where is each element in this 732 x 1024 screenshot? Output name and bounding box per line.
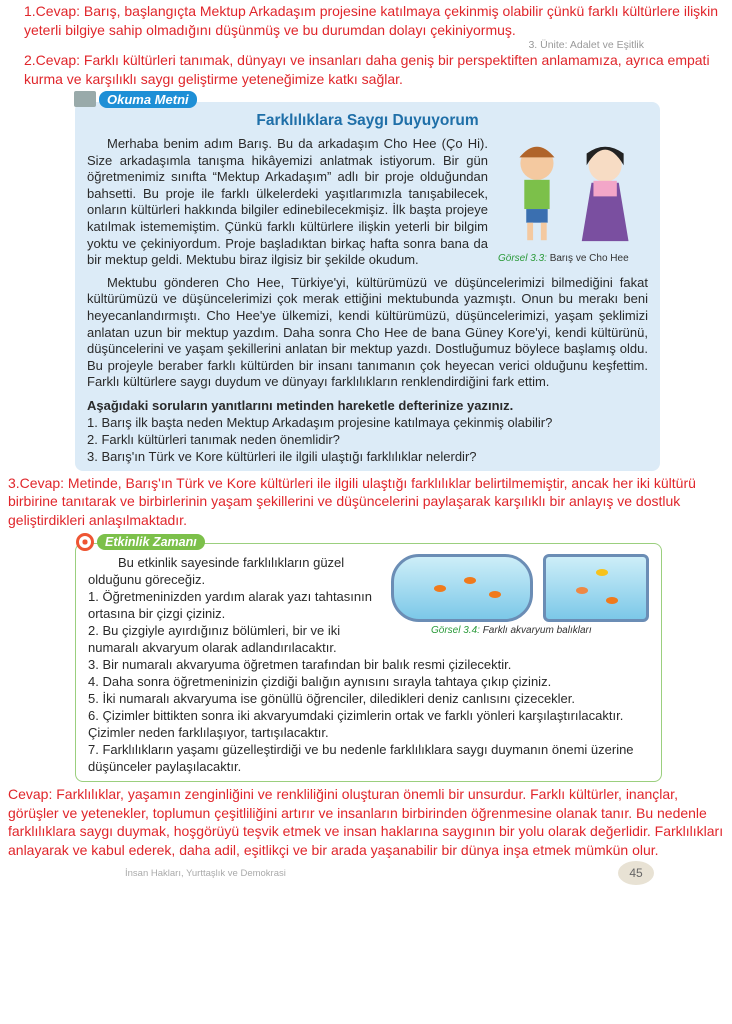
book-icon xyxy=(74,91,96,107)
caption-text: Barış ve Cho Hee xyxy=(549,253,629,264)
children-figure xyxy=(498,136,648,265)
activity-badge xyxy=(76,533,724,551)
reading-box xyxy=(75,102,660,471)
aquarium-1-image xyxy=(391,554,533,622)
caption-number: Görsel 3.3: xyxy=(498,253,547,264)
activity-intro: Bu etkinlik sayesinde farklılıkların güzel olduğunu göreceğiz. xyxy=(88,555,345,588)
paragraph-2: Mektubu gönderen Cho Hee, Türkiye'yi, kültürümüzü ve düşüncelerimizi bilmediğini fakat kültürümüzü ve düşüncelerimizi çok merak ettiğini mektubunda yazmıştı. Onun bu merakı beni heyecanlandırmıştı. Cho Hee'ye ülkemizi, kendi kültürümüzü, düşüncelerimizi, yaşam şeklimizi anlatan uzun bir mektup yazdım. Daha sonra Cho Hee de bana Güney Kore'yi, kendi kültürünü, düşüncelerini ve yaşam şekillerini anlatan bir mektup yazdı. Dostluğumuz böylece başlamış oldu. Bu projeyle beraber farklı kültürden bir insanı tanımanın çok heyecan verici olduğunu keşfettim. Farklı kültürlere saygı duydum ve dünyayı farklılıkların renklendirdiğini fark ettim. xyxy=(87,274,648,390)
step-item: 7. Farklılıkların yaşamı güzelleştirdiği ve bu nedenle farklılıklara saygı duymanın önemi üzerine düşünceler paylaşılacaktır. xyxy=(88,742,634,775)
step-item: 6. Çizimler bittikten sonra iki akvaryumdaki çizimlerin ortak ve farklı yönleri karşılaştırılacaktır. Çizimler neden farklılaşıyor, tartışılacaktır. xyxy=(88,708,624,741)
answer-3: 3.Cevap: Metinde, Barış'ın Türk ve Kore kültürleri ile ilgili ulaştığı farklılıklar belirtilmemiştir, ancak her iki kültürü birbirine tanıtarak ve birbirlerinin yaşam şekillerini ve düşüncelerini paylaşarak karşılıklı bir anlayış ve dostluk geliştirdikleri anlaşılmaktadır. xyxy=(8,474,696,528)
step-item: 5. İki numaralı akvaryuma ise gönüllü öğrenciler, diledikleri deniz canlısını çizecekler. xyxy=(88,691,576,707)
step-item: 3. Bir numaralı akvaryuma öğretmen tarafından bir balık resmi çizilecektir. xyxy=(88,657,512,673)
step-item: 1. Öğretmeninizden yardım alarak yazı tahtasının ortasına bir çizgi çiziniz. xyxy=(88,589,372,622)
unit-label: 3. Ünite: Adalet ve Eşitlik xyxy=(528,39,644,51)
aquarium-figure xyxy=(391,554,649,637)
questions-heading: Aşağıdaki soruların yanıtlarını metinden hareketle defterinize yazınız. xyxy=(87,397,514,413)
reading-title: Farklılıklara Saygı Duyuyorum xyxy=(256,112,479,129)
answer-2: 2.Cevap: Farklı kültürleri tanımak, dünyayı ve insanları daha geniş bir perspektiften anlamamıza, ayrıca empati kurma ve karşılıklı saygı geliştirme yeteneğimize katkı sağlar. xyxy=(24,52,710,87)
reading-badge xyxy=(74,90,724,108)
page-number: 45 xyxy=(618,861,654,885)
question-item: 2. Farklı kültürleri tanımak neden önemlidir? xyxy=(87,431,340,447)
children-illustration xyxy=(498,136,648,248)
footer xyxy=(8,859,724,885)
activity-badge-label: Etkinlik Zamanı xyxy=(97,534,205,550)
step-item: 4. Daha sonra öğretmeninizin çizdiği balığın aynısını sırayla tahtaya çıkıp çiziniz. xyxy=(88,674,552,690)
paragraph-1: Merhaba benim adım Barış. Bu da arkadaşım Cho Hee (Ço Hi). Size arkadaşımla tanışma hikâyemizi anlatmak istiyorum. Bir gün öğretmenimiz sınıfta “Mektup Arkadaşım” adlı bir proje olduğundan bahsetti. Bu proje ile farklı ülkelerdeki yaşıtlarımızla tanışabilecek, onların kültürleri hakkında bilgiler edinebilecekmişiz. İlk başta projeye katılmak istememiştim. Çünkü farklı kültürlere ilişkin yeterli bir bilgim yoktu ve çekiniyordum. Proje başladıktan birkaç hafta sonra bana da bir mektup geldi. Mektubu biraz ilgisiz bir şekilde okudum. xyxy=(87,136,488,268)
question-item: 3. Barış'ın Türk ve Kore kültürleri ile ilgili ulaştığı farklılıklar nelerdir? xyxy=(87,448,477,464)
aquarium-2-image xyxy=(543,554,649,622)
activity-box xyxy=(75,543,662,782)
answer-4: Cevap: Farklılıklar, yaşamın zenginliğini ve renkliliğini oluşturan önemli bir unsurdur. Farklı kültürler, inançlar, görüşler ve yetenekler, toplumun çeşitliliğini artırır ve insanların birbirinden öğrenmesine olanak tanır. Bu nedenle farklılıklara saygı duymak, hoşgörüyü teşvik etmek ve insan haklarına saygının bir yolu olarak değerlidir. Farklılıkları anlayarak ve kabul ederek, daha adil, eşitlikçi ve bir arada yaşanabilir bir dünya inşa etmek mümkün olur. xyxy=(8,786,724,858)
caption-number: Görsel 3.4: xyxy=(431,625,480,637)
caption-text: Farklı akvaryum balıkları xyxy=(482,625,592,637)
figure-caption xyxy=(498,253,648,265)
step-item: 2. Bu çizgiyle ayırdığınız bölümleri, bir ve iki numaralı akvaryum olarak adlandırılacaktır. xyxy=(88,623,341,656)
target-icon xyxy=(76,533,94,551)
footer-book-title: İnsan Hakları, Yurttaşlık ve Demokrasi xyxy=(125,867,286,879)
reading-badge-label: Okuma Metni xyxy=(99,91,197,108)
question-item: 1. Barış ilk başta neden Mektup Arkadaşım projesine katılmaya çekinmiş olabilir? xyxy=(87,414,553,430)
answer-1: 1.Cevap: Barış, başlangıçta Mektup Arkadaşım projesine katılmaya çekinmiş olabilir çünkü farklı kültürlere ilişkin yeterli bilgiye sahip olmadığını düşünmüş ve bu durumdan dolayı çekiniyormuş. xyxy=(24,3,719,38)
aquarium-caption xyxy=(431,625,649,637)
questions xyxy=(87,397,648,465)
